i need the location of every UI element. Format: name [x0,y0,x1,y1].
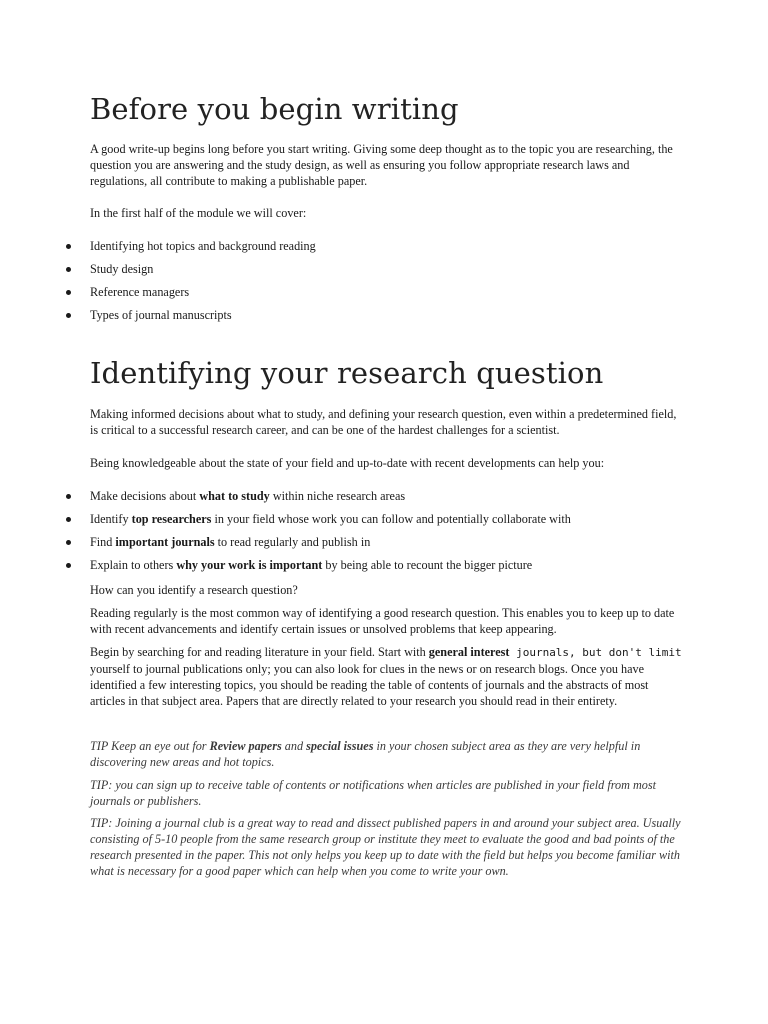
section-heading-before-writing: Before you begin writing [90,92,459,126]
list-item: Types of journal manuscripts [0,307,700,323]
list-item: Study design [0,261,700,277]
bullet-icon [66,540,71,545]
bullet-icon [66,244,71,249]
list-item: Explain to others why your work is important by being able to recount the bigger picture [0,557,700,573]
bullet-icon [66,267,71,272]
bullet-icon [66,290,71,295]
list-item: Identifying hot topics and background reading [0,238,700,254]
tip-journal-club: TIP: Joining a journal club is a great way to read and dissect published papers in and around your subject area. Usually consisting of 5-10 people from the same research group or institute they meet to evaluate the good and bad points of the research presented in the paper. This not only helps you keep up to date with the field but helps you become familiar with what is necessary for a good paper which can help when you come to write your own. [90,816,681,878]
module-lead-text: In the first half of the module we will cover: [90,206,307,220]
list-item: Make decisions about what to study within niche research areas [0,488,700,504]
bullet-icon [66,563,71,568]
reading-paragraph: Reading regularly is the most common way of identifying a good research question. This enables you to keep up to date with recent advancements and identify certain issues or unsolved problems that keep appearing. [90,606,675,636]
tip-review-papers: TIP Keep an eye out for Review papers and special issues in your chosen subject area as they are very helpful in discovering new areas and hot topics. [90,739,641,769]
list-item: Identify top researchers in your field whose work you can follow and potentially collaborate with [0,511,700,527]
question-subheading: How can you identify a research question? [90,583,298,597]
bullet-icon [66,517,71,522]
bullet-icon [66,494,71,499]
list-item: Find important journals to read regularly and publish in [0,534,700,550]
begin-paragraph: Begin by searching for and reading literature in your field. Start with general interest journals, but don't limit yourself to journal publications only; you can also look for clues in the news or on research blogs. Once you have identified a few interesting topics, you should be reading the table of contents of journals and the abstracts of most articles in that subject area. Papers that are directly related to your research you should read in their entirety. [90,645,682,708]
decisions-paragraph: Making informed decisions about what to study, and defining your research question, even within a predetermined field, is critical to a successful research career, and can be one of the hardest challenges for a scientist. [90,407,677,437]
section-heading-research-question: Identifying your research question [90,356,604,390]
list-item: Reference managers [0,284,700,300]
bullet-icon [66,313,71,318]
tip-table-of-contents: TIP: you can sign up to receive table of contents or notifications when articles are published in your field from most journals or publishers. [90,778,656,808]
knowledge-lead-text: Being knowledgeable about the state of your field and up-to-date with recent developments can help you: [90,456,605,470]
intro-paragraph: A good write-up begins long before you start writing. Giving some deep thought as to the topic you are researching, the question you are answering and the study design, as well as ensuring you follow appropriate research laws and regulations, all contribute to making a publishable paper. [90,142,673,188]
